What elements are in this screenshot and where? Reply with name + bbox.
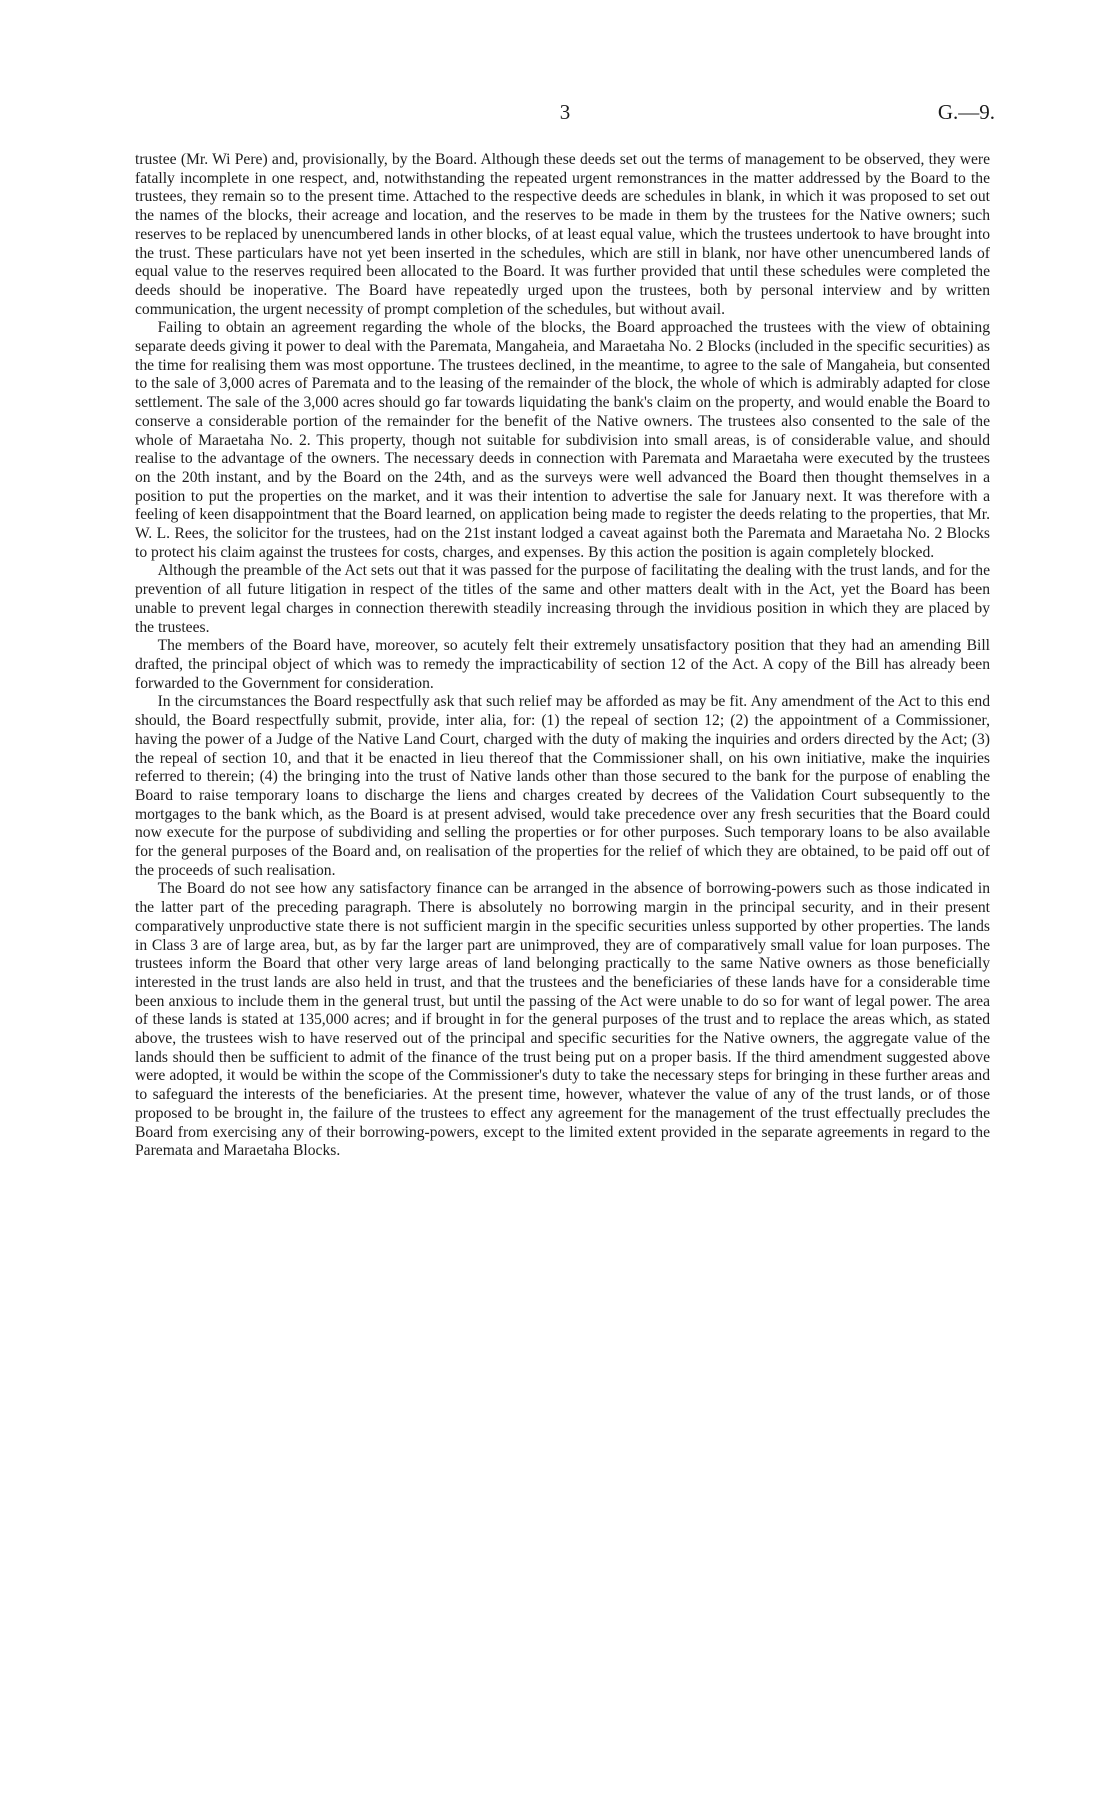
paragraph-separate-deeds: Failing to obtain an agreement regarding the whole of the blocks, the Board approached the trustees with the view of obtaining separate deeds giving it power to deal with the Paremata, Mangaheia, and Maraetaha No. 2 Blocks (included in the specific securities) as the time for realising them was most opportune. The trustees declined, in the meantime, to agree to the sale of Mangaheia, but consented to the sale of 3,000 acres of Paremata and to the leasing of the remainder of the block, the whole of which is admirably adapted for close settlement. The sale of the 3,000 acres should go far towards liquidating the bank's claim on the property, and would enable the Board to conserve a considerable portion of the remainder for the benefit of the Native owners. The trustees also consented to the sale of the whole of Maraetaha No. 2. This property, though not suitable for subdivision into small areas, is of considerable value, and should realise to the advantage of the owners. The necessary deeds in connection with Paremata and Maraetaha were executed by the trustees on the 20th instant, and by the Board on the 24th, and as the surveys were well advanced the Board then thought themselves in a position to put the properties on the market, and it was their intention to advertise the sale for January next. It was therefore with a feeling of keen disappointment that the Board learned, on application being made to register the deeds relating to the properties, that Mr. W. L. Rees, the solicitor for the trustees, had on the 21st instant lodged a caveat against both the Paremata and Maraetaha No. 2 Blocks to protect his claim against the trustees for costs, charges, and expenses. By this action the position is again completely blocked. (135, 319, 990, 561)
page-header (135, 100, 995, 126)
paragraph-borrowing-powers: The Board do not see how any satisfactory finance can be arranged in the absence of borrowing-powers such as those indicated in the latter part of the preceding paragraph. There is absolutely no borrowing margin in the principal security, and in their present comparatively unproductive state there is not sufficient margin in the specific securities unless supported by other properties. The lands in Class 3 are of large area, but, as by far the larger part are unimproved, they are of comparatively small value for loan purposes. The trustees inform the Board that other very large areas of land belonging practically to the same Native owners as those beneficially interested in the trust lands are also held in trust, and that the trustees and the beneficiaries of these lands have for a considerable time been anxious to include them in the general trust, but until the passing of the Act were unable to do so for want of legal power. The area of these lands is stated at 135,000 acres; and if brought in for the general purposes of the trust and to replace the areas which, as stated above, the trustees wish to have reserved out of the principal and specific securities for the Native owners, the aggregate value of the lands should then be sufficient to admit of the finance of the trust being put on a proper basis. If the third amendment suggested above were adopted, it would be within the scope of the Commissioner's duty to take the necessary steps for bringing in these further areas and to safeguard the interests of the beneficiaries. At the present time, however, whatever the value of any of the trust lands, or of those proposed to be brought in, the failure of the trustees to effect any agreement for the management of the trust effectually precludes the Board from exercising any of their borrowing-powers, except to the limited extent provided in the separate agreements in regard to the Paremata and Maraetaha Blocks. (135, 880, 990, 1160)
page-number: 3 (559, 100, 571, 124)
paragraph-proposed-amendments: In the circumstances the Board respectfully ask that such relief may be afforded as may be fit. Any amendment of the Act to this end should, the Board respectfully submit, provide, inter alia, for: (1) the repeal of section 12; (2) the appointment of a Commissioner, having the power of a Judge of the Native Land Court, charged with the duty of making the inquiries and orders directed by the Act; (3) the repeal of section 10, and that it be enacted in lieu thereof that the Commissioner shall, on his own initiative, make the inquiries referred to therein; (4) the bringing into the trust of Native lands other than those secured to the bank for the purpose of enabling the Board to raise temporary loans to discharge the liens and charges created by decrees of the Validation Court subsequently to the mortgages to the bank which, as the Board is at present advised, would take precedence over any fresh securities that the Board could now execute for the purpose of subdividing and selling the properties or for other purposes. Such temporary loans to be also available for the general purposes of the Board and, on realisation of the properties for the relief of which they are obtained, to be paid off out of the proceeds of such realisation. (135, 693, 990, 879)
paragraph-amending-bill: The members of the Board have, moreover, so acutely felt their extremely unsatisfactory position that they had an amending Bill drafted, the principal object of which was to remedy the impracticability of section 12 of the Act. A copy of the Bill has already been forwarded to the Government for consideration. (135, 637, 990, 692)
paragraph-act-preamble: Although the preamble of the Act sets out that it was passed for the purpose of facilitating the dealing with the trust lands, and for the prevention of all future litigation in respect of the titles of the same and other matters dealt with in the Act, yet the Board has been unable to prevent legal charges in connection therewith steadily increasing through the invidious position in which they are placed by the trustees. (135, 562, 990, 636)
document-reference: G.—9. (937, 100, 995, 124)
paragraph-continued: trustee (Mr. Wi Pere) and, provisionally, by the Board. Although these deeds set out the terms of management to be observed, they were fatally incomplete in one respect, and, notwithstanding the repeated urgent remonstrances in the matter addressed by the Board to the trustees, they remain so to the present time. Attached to the respective deeds are schedules in blank, in which it was proposed to set out the names of the blocks, their acreage and location, and the reserves to be made in them by the trustees for the Native owners; such reserves to be replaced by unencumbered lands in other blocks, of at least equal value, which the trustees undertook to have brought into the trust. These particulars have not yet been inserted in the schedules, which are still in blank, nor have other unencumbered lands of equal value to the reserves required been allocated to the Board. It was further provided that until these schedules were completed the deeds should be inoperative. The Board have repeatedly urged upon the trustees, both by personal interview and by written communication, the urgent necessity of prompt completion of the schedules, but without avail. (135, 151, 990, 318)
body-text (135, 151, 990, 1161)
